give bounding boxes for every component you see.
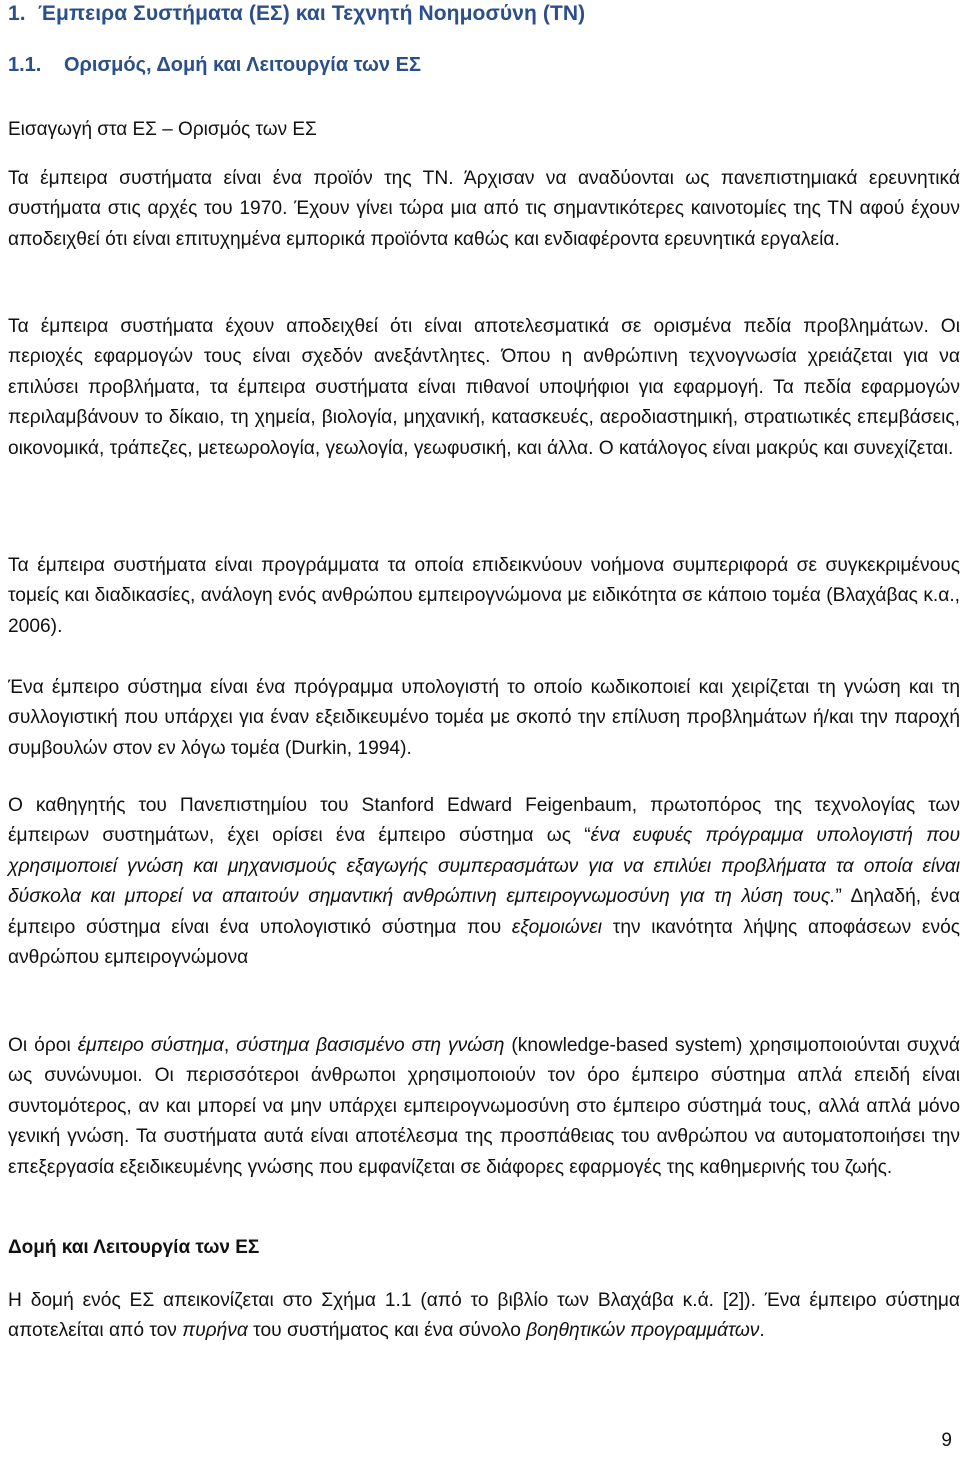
section-number: 1.1.	[8, 54, 42, 76]
paragraph-1: Τα έμπειρα συστήματα είναι ένα προϊόν της ΤΝ. Άρχισαν να αναδύονται ως πανεπιστημιακά ερευνητικά συστήματα στις αρχές του 1970. Έχουν γίνει τώρα μια από τις σημαντικότερες καινοτομίες της ΤΝ αφού έχουν αποδειχθεί ότι είναι επιτυχημένα εμπορικά προϊόντα καθώς και ενδιαφέροντα ερευνητικά εργαλεία.	[8, 168, 960, 250]
paragraph-7	[8, 1286, 960, 1347]
paragraph-6-text-c: ,	[223, 1035, 237, 1056]
term-core: πυρήνα	[182, 1320, 248, 1342]
feigenbaum-definition-quote: ένα ευφυές πρόγραμμα υπολογιστή που χρησιμοποιεί γνώση και μηχανισμούς εξαγωγής συμπερασμάτων για να επιλύει προβλήματα τα οποία είναι δύσκολα και μπορεί να απαιτούν σημαντική ανθρώπινη εμπειρογνωμοσύνη για τη λύση τους.	[8, 825, 960, 908]
paragraph-6-text-e: (knowledge-based system) χρησιμοποιούνται συχνά ως συνώνυμοι. Οι περισσότεροι άνθρωποι χρησιμοποιούν τον όρο έμπειρο σύστημα απλά επειδή είναι συντομότερος, αν και μπορεί να μην υπάρχει εμπειρογνωμοσύνη στο έμπειρο σύστημά τους, αλλά απλά μόνο γενική γνώση. Τα συστήματα αυτά είναι αποτέλεσμα της προσπάθειας του ανθρώπου να αυτοματοποιήσει την επεξεργασία εξειδικευμένης γνώσης που εμφανίζεται σε διάφορες εφαρμογές της καθημερινής του ζωής.	[8, 1035, 960, 1178]
section-heading	[8, 54, 421, 77]
paragraph-5-text-e: την ικανότητα λήψης αποφάσεων ενός ανθρώπου εμπειρογνώμονα	[8, 916, 960, 969]
paragraph-5-text-a: Ο καθηγητής του Πανεπιστημίου του Stanford Edward Feigenbaum, πρωτοπόρος της τεχνολογίας των έμπειρων συστημάτων, έχει ορίσει ένα έμπειρο σύστημα ως “	[8, 795, 960, 847]
paragraph-7-text-c: του συστήματος και ένα σύνολο	[247, 1320, 527, 1342]
paragraph-6	[8, 1031, 960, 1183]
chapter-heading	[8, 2, 585, 26]
emphasis-emulates: εξομοιώνει	[511, 916, 603, 938]
intro-heading: Εισαγωγή στα ΕΣ – Ορισμός των ΕΣ	[8, 119, 317, 140]
term-expert-system: έμπειρο σύστημα	[77, 1035, 224, 1056]
paragraph-5-text-c: ” Δηλαδή, ένα έμπειρο σύστημα είναι ένα υπολογιστικό σύστημα που	[8, 886, 960, 938]
term-auxiliary-programs: βοηθητικών προγραμμάτων	[526, 1320, 760, 1342]
paragraph-3: Τα έμπειρα συστήματα είναι προγράμματα τα οποία επιδεικνύουν νοήμονα συμπεριφορά σε συγκεκριμένους τομείς και διαδικασίες, ανάλογη ενός ανθρώπου εμπειρογνώμονα με ειδικότητα σε κάποιο τομέα (Βλαχάβας κ.α., 2006).	[8, 555, 960, 637]
paragraph-4: Ένα έμπειρο σύστημα είναι ένα πρόγραμμα υπολογιστή το οποίο κωδικοποιεί και χειρίζεται τη γνώση και τη συλλογιστική που υπάρχει για έναν εξειδικευμένο τομέα με σκοπό την επίλυση προβλημάτων ή/και την παροχή συμβουλών στον εν λόγω τομέα (Durkin, 1994).	[8, 677, 960, 759]
paragraph-7-text-a: Η δομή ενός ΕΣ απεικονίζεται στο Σχήμα 1.1 (από το βιβλίο των Βλαχάβα κ.ά. [2]). Ένα έμπειρο σύστημα αποτελείται από τον	[8, 1290, 960, 1342]
section-title: Ορισμός, Δομή και Λειτουργία των ΕΣ	[64, 54, 421, 76]
chapter-number: 1.	[8, 2, 26, 25]
paragraph-2: Τα έμπειρα συστήματα έχουν αποδειχθεί ότι είναι αποτελεσματικά σε ορισμένα πεδία προβλημάτων. Οι περιοχές εφαρμογών τους είναι σχεδόν ανεξάντλητες. Όπου η ανθρώπινη τεχνογνωσία χρειάζεται για να επιλύσει προβλήματα, τα έμπειρα συστήματα είναι πιθανοί υποψήφιοι για εφαρμογή. Τα πεδία εφαρμογών περιλαμβάνουν το δίκαιο, τη χημεία, βιολογία, μηχανική, κατασκευές, αεροδιαστημική, στρατιωτικές επεμβάσεις, οικονομικά, τράπεζες, μετεωρολογία, γεωλογία, γεωφυσική, και άλλα. Ο κατάλογος είναι μακρύς και συνεχίζεται.	[8, 316, 960, 459]
paragraph-7-text-e: .	[759, 1320, 765, 1342]
term-knowledge-based-system: σύστημα βασισμένο στη γνώση	[236, 1035, 505, 1056]
structure-heading: Δομή και Λειτουργία των ΕΣ	[8, 1237, 260, 1258]
chapter-title: Έμπειρα Συστήματα (ΕΣ) και Τεχνητή Νοημοσύνη (ΤΝ)	[38, 2, 586, 25]
paragraph-6-text-a: Οι όροι	[8, 1035, 78, 1056]
paragraph-5	[8, 791, 960, 973]
page-number: 9	[941, 1430, 952, 1451]
